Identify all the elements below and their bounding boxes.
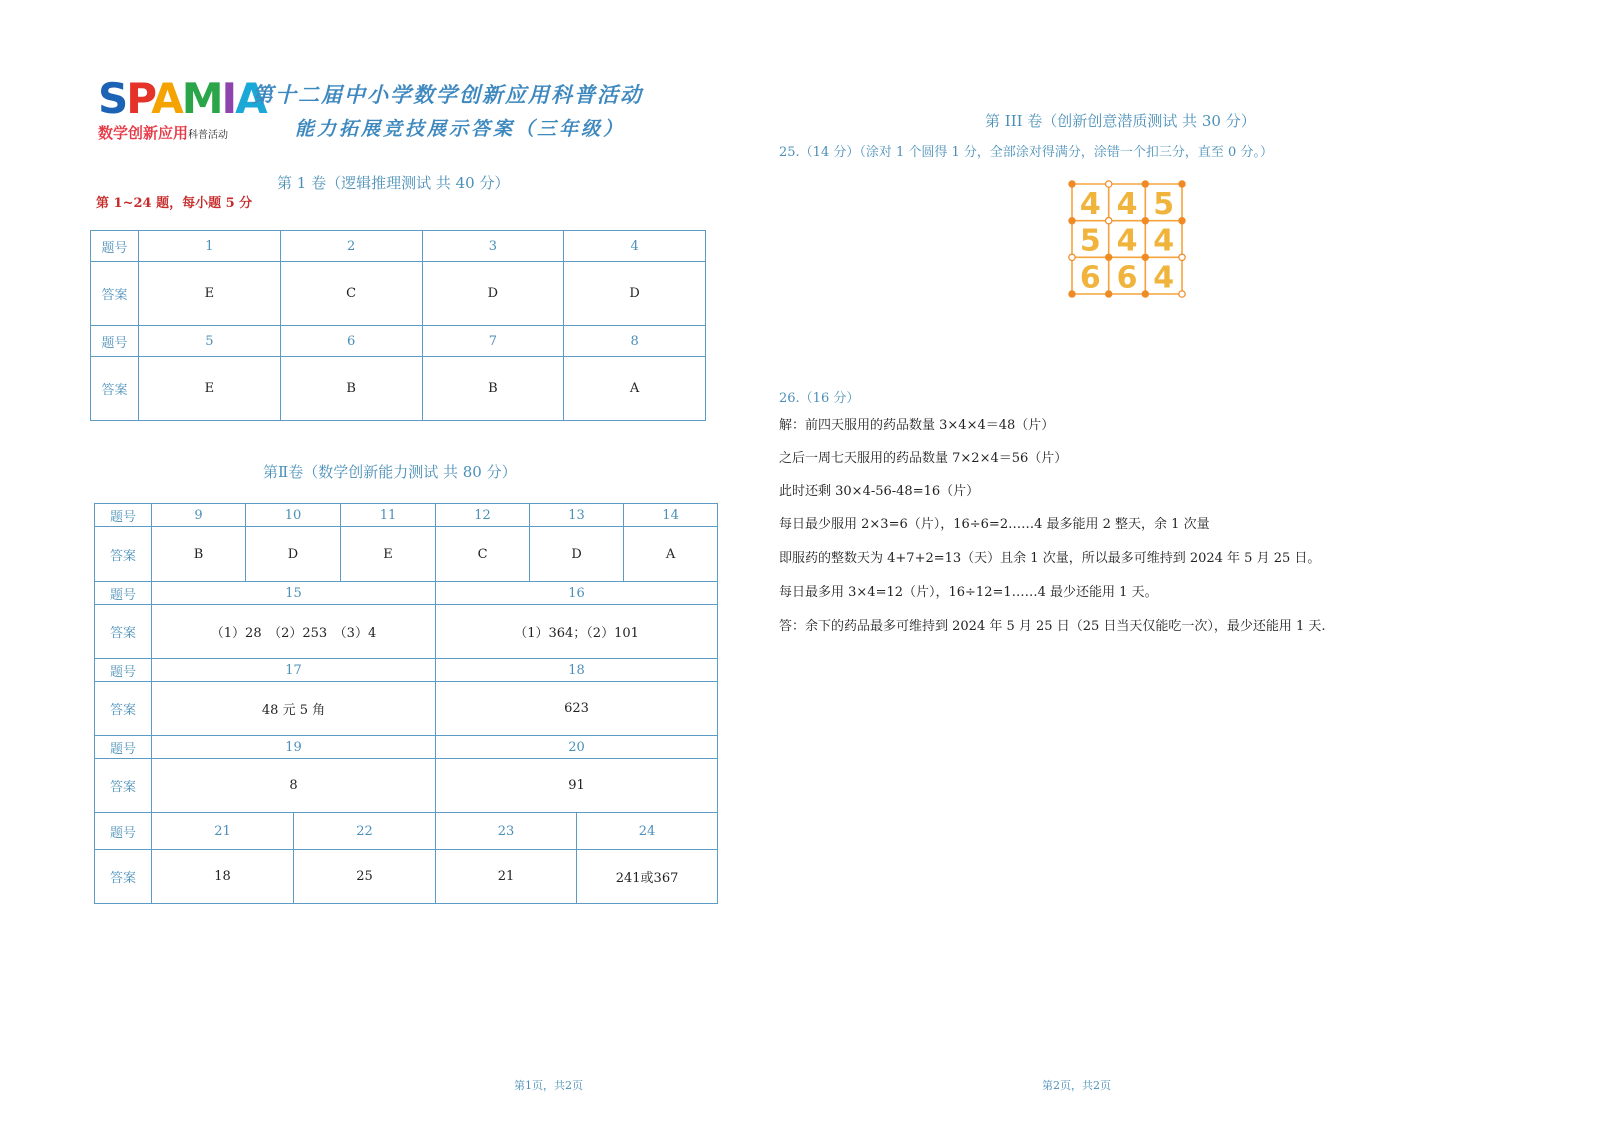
answer-cell: 241或367 (577, 850, 718, 904)
grid-digit: 6 (1116, 260, 1138, 296)
answer-cell: D (422, 262, 564, 326)
answer-cell: A (564, 357, 706, 421)
solution-line: 每日最少服用 2×3=6（片），16÷6=2……4 最多能用 2 整天，余 1 次量 (779, 517, 1210, 532)
row-label: 题号 (95, 813, 152, 850)
solution-line: 此时还剩 30×4-56-48=16（片） (779, 484, 980, 499)
grid-digits (1080, 187, 1174, 295)
grid-dot-filled[interactable] (1106, 254, 1112, 260)
solution-line: 即服药的整数天为 4+7+2=13（天）且余 1 次量，所以最多可维持到 2024 年 5 月 25 日。 (779, 551, 1321, 566)
table-row (95, 813, 718, 850)
row-label: 答案 (91, 357, 139, 421)
row-label: 题号 (95, 659, 152, 682)
grid-dot-hollow[interactable] (1179, 291, 1185, 297)
table-row (95, 736, 718, 759)
question-number: 2 (280, 231, 422, 262)
question-26-header: 26.（16 分） (779, 391, 860, 406)
question-number: 21 (152, 813, 294, 850)
table-row (95, 682, 718, 736)
solution-line: 解：前四天服用的药品数量 3×4×4＝48（片） (779, 418, 1055, 433)
row-label: 题号 (95, 736, 152, 759)
answer-cell: B (422, 357, 564, 421)
part1-title: 第 1 卷（逻辑推理测试 共 40 分） (277, 174, 510, 192)
table-row (95, 850, 718, 904)
answer-cell: A (624, 527, 718, 582)
contest-subtitle: 能力拓展竞技展示答案（三年级） (295, 118, 626, 140)
row-label: 答案 (95, 682, 152, 736)
logo-letter: S (98, 74, 127, 123)
question-number: 15 (152, 582, 436, 605)
table-row (91, 262, 706, 326)
row-label: 题号 (91, 326, 139, 357)
answer-cell: D (530, 527, 624, 582)
answer-cell: B (280, 357, 422, 421)
logo-letter: M (181, 74, 222, 123)
part3-title: 第 III 卷（创新创意潜质测试 共 30 分） (985, 112, 1256, 130)
part2-answer-table (94, 503, 718, 904)
table-row (95, 527, 718, 582)
question-number: 24 (577, 813, 718, 850)
grid-dot-filled[interactable] (1179, 181, 1185, 187)
answer-cell: C (436, 527, 530, 582)
answer-cell: 18 (152, 850, 294, 904)
grid-digit: 4 (1116, 187, 1138, 222)
question-number: 16 (436, 582, 718, 605)
answer-cell: 25 (294, 850, 436, 904)
grid-digit: 4 (1079, 187, 1101, 222)
answer-cell: E (139, 262, 281, 326)
table-row (95, 759, 718, 813)
grid-digit: 4 (1153, 223, 1175, 259)
question-number: 19 (152, 736, 436, 759)
grid-dot-hollow[interactable] (1069, 254, 1075, 260)
page-number-left: 第1页，共2页 (514, 1079, 583, 1092)
part2-title: 第Ⅱ卷（数学创新能力测试 共 80 分） (263, 463, 517, 481)
logo-subtitle-main: 数学创新应用 (98, 124, 189, 142)
question-number: 3 (422, 231, 564, 262)
question-number: 10 (246, 504, 341, 527)
part1-answer-table (90, 230, 706, 421)
answer-cell: （1）28 （2）253 （3）4 (152, 605, 436, 659)
table-row (91, 326, 706, 357)
grid-dot-filled[interactable] (1106, 291, 1112, 297)
answer-cell: 48 元 5 角 (152, 682, 436, 736)
question-number: 22 (294, 813, 436, 850)
answer-cell: B (152, 527, 246, 582)
answer-cell: E (341, 527, 436, 582)
grid-digit: 5 (1153, 187, 1175, 222)
row-label: 答案 (95, 759, 152, 813)
row-label: 题号 (95, 504, 152, 527)
question-number: 14 (624, 504, 718, 527)
question-number: 13 (530, 504, 624, 527)
question-number: 5 (139, 326, 281, 357)
grid-dot-filled[interactable] (1069, 218, 1075, 224)
table-row (95, 504, 718, 527)
part1-scoring-note: 第 1~24 题，每小题 5 分 (96, 196, 253, 211)
logo-subtitle (98, 125, 228, 141)
table-row (95, 605, 718, 659)
page-number-right: 第2页，共2页 (1042, 1079, 1111, 1092)
answer-cell: 623 (436, 682, 718, 736)
answer-cell: D (564, 262, 706, 326)
grid-digit: 6 (1079, 260, 1101, 296)
row-label: 答案 (91, 262, 139, 326)
spamia-logo (98, 74, 266, 123)
question-number: 4 (564, 231, 706, 262)
answer-cell: C (280, 262, 422, 326)
question-number: 1 (139, 231, 281, 262)
answer-cell: （1）364；（2）101 (436, 605, 718, 659)
logo-letter: P (126, 74, 152, 123)
table-row (95, 582, 718, 605)
question-number: 23 (436, 813, 577, 850)
row-label: 题号 (91, 231, 139, 262)
grid-dot-filled[interactable] (1179, 218, 1185, 224)
grid-dot-hollow[interactable] (1106, 218, 1112, 224)
logo-letter: A (235, 74, 266, 123)
row-label: 答案 (95, 850, 152, 904)
answer-cell: 91 (436, 759, 718, 813)
grid-dot-filled[interactable] (1142, 218, 1148, 224)
solution-line: 每日最多用 3×4=12（片），16÷12=1……4 最少还能用 1 天。 (779, 585, 1158, 600)
grid-dot-filled[interactable] (1142, 254, 1148, 260)
answer-cell: 8 (152, 759, 436, 813)
question-25-header: 25.（14 分）（涂对 1 个圆得 1 分，全部涂对得满分，涂错一个扣三分，直至 0 分。） (779, 145, 1273, 160)
question-number: 6 (280, 326, 422, 357)
table-row (95, 659, 718, 682)
question-number: 18 (436, 659, 718, 682)
row-label: 题号 (95, 582, 152, 605)
grid-dot-filled[interactable] (1142, 291, 1148, 297)
solution-answer-line: 答：余下的药品最多可维持到 2024 年 5 月 25 日（25 日当天仅能吃一次），最少还能用 1 天. (779, 619, 1326, 634)
grid-dot-filled[interactable] (1069, 181, 1075, 187)
grid-digit: 4 (1116, 223, 1138, 259)
logo-subtitle-small: 科普活动 (188, 130, 229, 141)
grid-dot-filled[interactable] (1142, 181, 1148, 187)
grid-dot-filled[interactable] (1069, 291, 1075, 297)
grid-digit: 5 (1079, 223, 1101, 259)
grid-dot-hollow[interactable] (1179, 254, 1185, 260)
number-grid-puzzle (1066, 178, 1186, 298)
question-number: 11 (341, 504, 436, 527)
grid-dot-hollow[interactable] (1106, 181, 1112, 187)
grid-digit: 4 (1153, 260, 1175, 296)
table-row (91, 357, 706, 421)
contest-title: 第十二届中小学数学创新应用科普活动 (252, 82, 643, 107)
solution-line: 之后一周七天服用的药品数量 7×2×4＝56（片） (779, 451, 1068, 466)
logo-letter: I (221, 74, 236, 123)
table-row (91, 231, 706, 262)
question-number: 9 (152, 504, 246, 527)
question-number: 12 (436, 504, 530, 527)
question-number: 8 (564, 326, 706, 357)
question-number: 17 (152, 659, 436, 682)
question-number: 7 (422, 326, 564, 357)
answer-cell: 21 (436, 850, 577, 904)
answer-cell: D (246, 527, 341, 582)
logo-letter: A (151, 74, 182, 123)
question-number: 20 (436, 736, 718, 759)
row-label: 答案 (95, 527, 152, 582)
row-label: 答案 (95, 605, 152, 659)
answer-cell: E (139, 357, 281, 421)
